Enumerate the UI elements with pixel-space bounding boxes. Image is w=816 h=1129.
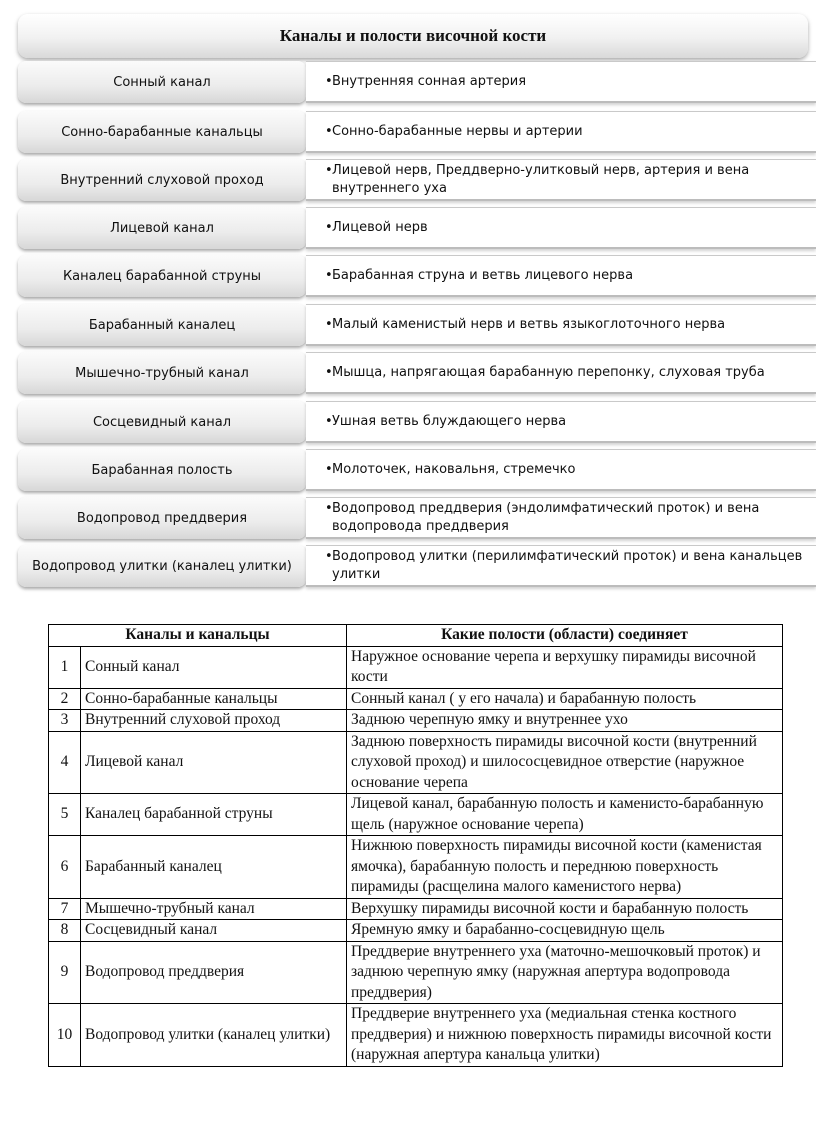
canal-content-box bbox=[306, 111, 816, 153]
canal-content-box bbox=[306, 497, 816, 539]
row-number: 4 bbox=[49, 731, 81, 794]
table-row bbox=[49, 941, 783, 1004]
canal-content: • Лицевой нерв, Преддверно-улитковый нерв, артерия и вена внутреннего уха bbox=[332, 162, 808, 198]
table-row bbox=[49, 688, 783, 710]
row-number: 7 bbox=[49, 898, 81, 920]
row-number: 8 bbox=[49, 920, 81, 942]
canal-name-box bbox=[18, 61, 306, 103]
table-row bbox=[49, 1004, 783, 1067]
canal-name-box bbox=[18, 545, 306, 587]
canal-cell: Каналец барабанной струны bbox=[81, 794, 347, 836]
canal-name: Лицевой канал bbox=[110, 220, 214, 236]
diagram-row bbox=[18, 401, 816, 447]
diagram-row bbox=[18, 159, 816, 205]
canal-content-box bbox=[306, 304, 816, 346]
canal-name-box bbox=[18, 159, 306, 201]
canal-name-box bbox=[18, 449, 306, 491]
diagram-row bbox=[18, 545, 816, 591]
canal-content-box bbox=[306, 61, 816, 103]
diagram-title: Каналы и полости височной кости bbox=[18, 14, 808, 58]
canal-cell: Лицевой канал bbox=[81, 731, 347, 794]
canal-name: Мышечно-трубный канал bbox=[75, 365, 249, 381]
canal-name-box bbox=[18, 352, 306, 394]
canal-name-box bbox=[18, 255, 306, 297]
connects-cell: Нижнюю поверхность пирамиды височной кости (каменистая ямочка), барабанную полость и переднюю поверхность пирамиды (расщелина малого каменистого нерва) bbox=[347, 836, 783, 899]
canal-name-box bbox=[18, 207, 306, 249]
canal-name: Барабанная полость bbox=[91, 462, 233, 478]
table-row bbox=[49, 898, 783, 920]
canal-name-box bbox=[18, 401, 306, 443]
diagram-row bbox=[18, 304, 816, 350]
header-connects: Какие полости (области) соединяет bbox=[347, 625, 783, 647]
canal-cell: Сосцевидный канал bbox=[81, 920, 347, 942]
canals-table-container bbox=[48, 624, 782, 1067]
table-header-row bbox=[49, 625, 783, 647]
connects-cell: Лицевой канал, барабанную полость и каменисто-барабанную щель (наружное основание черепа) bbox=[347, 794, 783, 836]
row-number: 2 bbox=[49, 688, 81, 710]
canal-name: Водопровод улитки (каналец улитки) bbox=[32, 558, 292, 574]
table-row bbox=[49, 710, 783, 732]
canal-cell: Мышечно-трубный канал bbox=[81, 898, 347, 920]
canal-name: Сонный канал bbox=[113, 74, 211, 90]
row-number: 5 bbox=[49, 794, 81, 836]
canal-cell: Внутренний слуховой проход bbox=[81, 710, 347, 732]
diagram-row bbox=[18, 207, 816, 253]
canal-name: Сонно-барабанные канальцы bbox=[61, 124, 263, 140]
table-row bbox=[49, 646, 783, 688]
diagram-row bbox=[18, 255, 816, 301]
canal-name: Водопровод преддверия bbox=[76, 510, 248, 526]
canal-name: Барабанный каналец bbox=[88, 317, 236, 333]
header-canals: Каналы и канальцы bbox=[49, 625, 347, 647]
canal-content: • Лицевой нерв bbox=[332, 219, 428, 237]
canal-content: • Ушная ветвь блуждающего нерва bbox=[332, 413, 566, 431]
canal-content: • Внутренняя сонная артерия bbox=[332, 73, 526, 91]
connects-cell: Преддверие внутреннего уха (медиальная стенка костного преддверия) и нижнюю поверхность пирамиды височной кости (наружная апертура канальца улитки) bbox=[347, 1004, 783, 1067]
canal-name-box bbox=[18, 111, 306, 153]
connects-cell: Наружное основание черепа и верхушку пирамиды височной кости bbox=[347, 646, 783, 688]
canal-name: Каналец барабанной струны bbox=[62, 268, 262, 284]
canals-table bbox=[48, 624, 783, 1067]
canal-name-box bbox=[18, 304, 306, 346]
diagram-row bbox=[18, 497, 816, 543]
canal-cell: Барабанный каналец bbox=[81, 836, 347, 899]
table-row bbox=[49, 731, 783, 794]
canal-content-box bbox=[306, 255, 816, 297]
canal-name: Внутренний слуховой проход bbox=[60, 172, 264, 188]
diagram-row bbox=[18, 449, 816, 495]
diagram-row bbox=[18, 61, 816, 107]
canal-cell: Сонно-барабанные канальцы bbox=[81, 688, 347, 710]
canal-content: • Водопровод преддверия (эндолимфатический проток) и вена водопровода преддверия bbox=[332, 500, 808, 536]
canal-content: • Малый каменистый нерв и ветвь языкоглоточного нерва bbox=[332, 316, 725, 334]
canal-content: • Водопровод улитки (перилимфатический проток) и вена канальцев улитки bbox=[332, 548, 808, 584]
diagram-row bbox=[18, 111, 816, 157]
connects-cell: Заднюю черепную ямку и внутреннее ухо bbox=[347, 710, 783, 732]
canal-content-box bbox=[306, 545, 816, 587]
table-row bbox=[49, 836, 783, 899]
canal-content-box bbox=[306, 352, 816, 394]
canal-content: • Сонно-барабанные нервы и артерии bbox=[332, 123, 583, 141]
canal-content: • Мышца, напрягающая барабанную перепонку, слуховая труба bbox=[332, 364, 765, 382]
canal-content-box bbox=[306, 449, 816, 491]
canal-name-box bbox=[18, 497, 306, 539]
connects-cell: Яремную ямку и барабанно-сосцевидную щель bbox=[347, 920, 783, 942]
table-row bbox=[49, 794, 783, 836]
row-number: 10 bbox=[49, 1004, 81, 1067]
canal-name: Сосцевидный канал bbox=[92, 414, 232, 430]
table-body bbox=[49, 646, 783, 1066]
canal-content-box bbox=[306, 159, 816, 201]
canal-cell: Водопровод улитки (каналец улитки) bbox=[81, 1004, 347, 1067]
canal-cell: Водопровод преддверия bbox=[81, 941, 347, 1004]
diagram-row bbox=[18, 352, 816, 398]
connects-cell: Преддверие внутреннего уха (маточно-мешочковый проток) и заднюю черепную ямку (наружная апертура водопровода преддверия) bbox=[347, 941, 783, 1004]
canal-content-box bbox=[306, 207, 816, 249]
canal-cell: Сонный канал bbox=[81, 646, 347, 688]
row-number: 3 bbox=[49, 710, 81, 732]
canal-content-box bbox=[306, 401, 816, 443]
connects-cell: Сонный канал ( у его начала) и барабанную полость bbox=[347, 688, 783, 710]
canal-content: • Барабанная струна и ветвь лицевого нерва bbox=[332, 267, 633, 285]
connects-cell: Верхушку пирамиды височной кости и барабанную полость bbox=[347, 898, 783, 920]
row-number: 6 bbox=[49, 836, 81, 899]
row-number: 1 bbox=[49, 646, 81, 688]
connects-cell: Заднюю поверхность пирамиды височной кости (внутренний слуховой проход) и шилососцевидное отверстие (наружное основание черепа bbox=[347, 731, 783, 794]
row-number: 9 bbox=[49, 941, 81, 1004]
canal-content: • Молоточек, наковальня, стремечко bbox=[332, 461, 575, 479]
table-row bbox=[49, 920, 783, 942]
